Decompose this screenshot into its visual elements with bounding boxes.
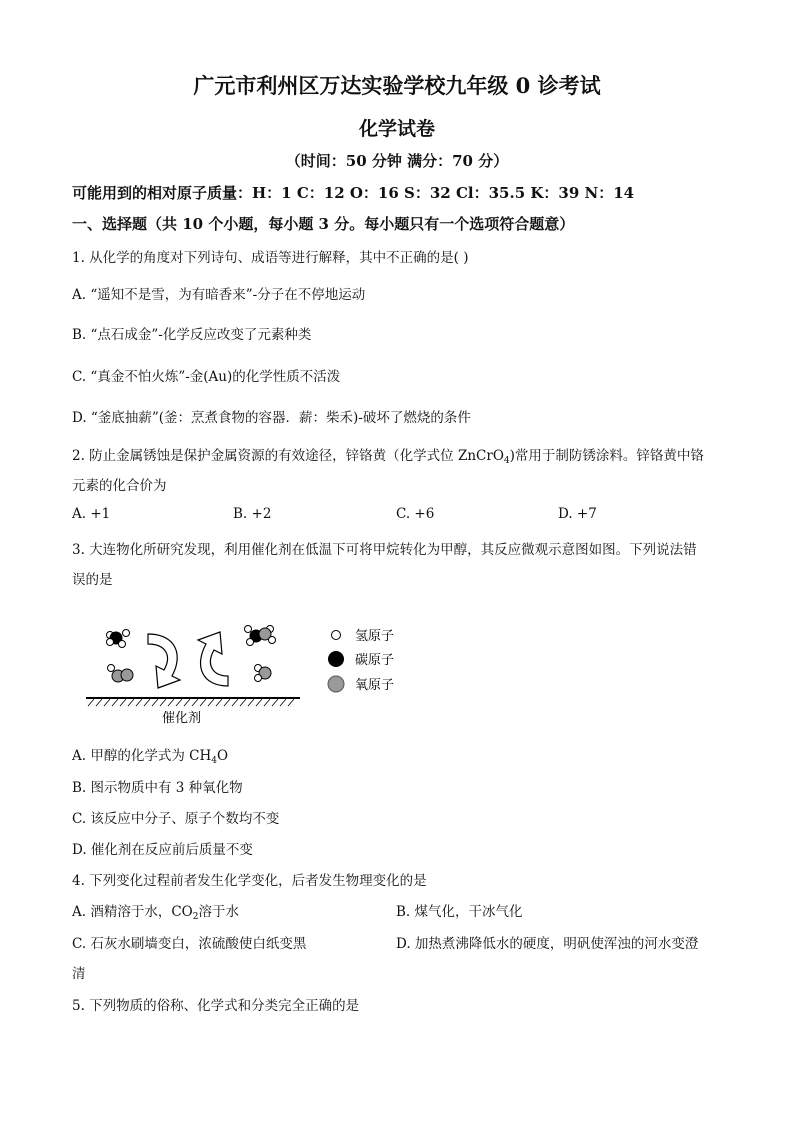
exam-subtitle: 化学试卷 [358, 118, 435, 140]
q1-option-d: D. “釜底抽薪”(釜：烹煮食物的容器．薪：柴禾)-破坏了燃烧的条件 [72, 410, 471, 426]
q3-option-d: D. 催化剂在反应前后质量不变 [72, 842, 253, 858]
oxygen-legend-icon [328, 676, 344, 692]
reaction-diagram [80, 614, 440, 730]
q4-option-d-line2: 清 [72, 966, 86, 982]
catalyst-label: 催化剂 [162, 711, 202, 726]
q4-option-a-subscript: 2 [192, 912, 199, 922]
arrow-up-icon [198, 632, 228, 686]
q3-option-a-end: O [216, 748, 229, 764]
arrow-down-icon [148, 634, 180, 688]
legend-hydrogen: 氢原子 [355, 629, 395, 644]
q2-stem-text: 2. 防止金属锈蚀是保护金属资源的有效途径，锌铬黄（化学式位 ZnCrO [72, 448, 504, 464]
q5-stem: 5. 下列物质的俗称、化学式和分类完全正确的是 [72, 998, 360, 1014]
q4-option-a-end: 溶于水 [198, 904, 239, 920]
q2-formula-subscript: 4 [503, 456, 510, 466]
exam-title: 广元市利州区万达实验学校九年级 0 诊考试 [193, 73, 601, 98]
q4-option-a-text: A. 酒精溶于水，CO [72, 904, 193, 920]
q4-option-c: C. 石灰水刷墙变白，浓硫酸使白纸变黑 [72, 936, 307, 952]
legend-oxygen: 氧原子 [355, 678, 395, 693]
q1-option-c: C. “真金不怕火炼”-金(Au)的化学性质不活泼 [72, 369, 341, 385]
hydrogen-legend-icon [332, 631, 341, 640]
q2-stem-line1 [72, 444, 704, 466]
q4-stem: 4. 下列变化过程前者发生化学变化，后者发生物理变化的是 [72, 873, 427, 889]
q3-option-a [72, 744, 228, 766]
q4-option-d-line1: D. 加热煮沸降低水的硬度，明矾使浑浊的河水变澄 [396, 936, 699, 952]
q4-option-a [72, 900, 239, 922]
q3-option-a-subscript: 4 [211, 756, 217, 766]
q3-option-b: B. 图示物质中有 3 种氧化物 [72, 780, 243, 796]
q3-option-c: C. 该反应中分子、原子个数均不变 [72, 811, 280, 827]
q2-option-c: C. +6 [396, 506, 435, 522]
q1-option-b: B. “点石成金”-化学反应改变了元素种类 [72, 327, 312, 343]
q1-stem: 1. 从化学的角度对下列诗句、成语等进行解释，其中不正确的是( ) [72, 250, 469, 266]
section-heading: 一、选择题（共 10 个小题，每小题 3 分。每小题只有一个选项符合题意） [72, 215, 575, 233]
product-molecules [245, 626, 276, 682]
q4-option-b: B. 煤气化，干冰气化 [396, 904, 523, 920]
q2-stem-text-end: )常用于制防锈涂料。锌铬黄中铬 [509, 448, 704, 464]
exam-time-info: （时间：50 分钟 满分：70 分） [285, 152, 509, 170]
q2-option-d: D. +7 [558, 506, 597, 522]
catalyst-hatching [88, 699, 294, 706]
legend-carbon: 碳原子 [355, 653, 395, 668]
carbon-legend-icon [328, 651, 344, 667]
q3-option-a-text: A. 甲醇的化学式为 CH [72, 748, 212, 764]
atom-legend [328, 629, 394, 693]
q3-stem-line1: 3. 大连物化所研究发现，利用催化剂在低温下可将甲烷转化为甲醇，其反应微观示意图如图。下列说法错 [72, 542, 697, 558]
q3-stem-line2: 误的是 [72, 572, 113, 588]
q2-stem-line2: 元素的化合价为 [72, 478, 167, 494]
q2-option-b: B. +2 [233, 506, 272, 522]
q2-option-a: A. +1 [72, 506, 111, 522]
reactant-molecules [107, 630, 134, 683]
atomic-masses: 可能用到的相对原子质量：H：1 C：12 O：16 S：32 Cl：35.5 K：39 N：14 [72, 184, 635, 202]
q1-option-a: A. “遥知不是雪，为有暗香来”-分子在不停地运动 [72, 287, 366, 303]
